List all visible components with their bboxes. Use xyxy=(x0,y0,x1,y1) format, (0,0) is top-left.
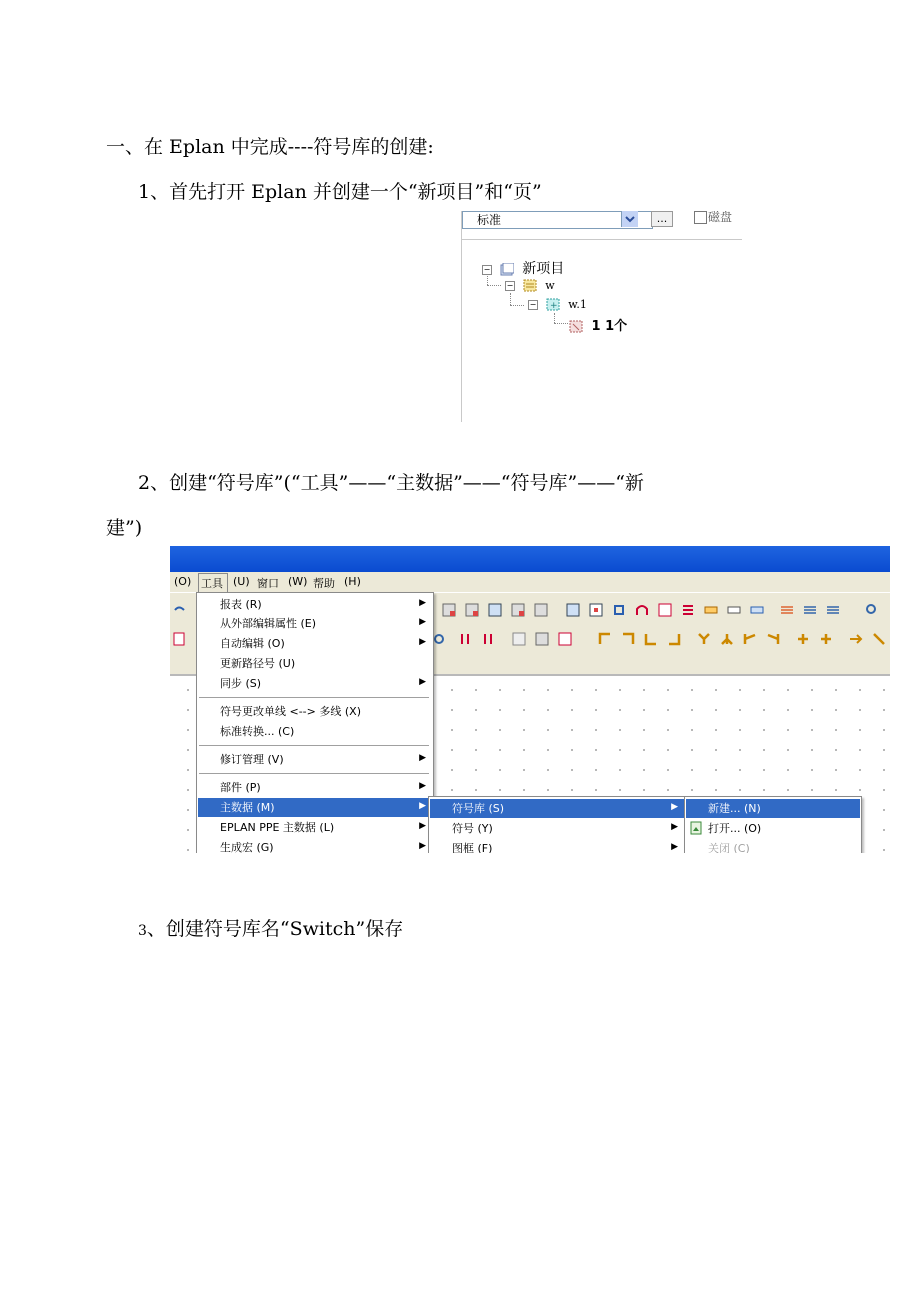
measure-icon[interactable] xyxy=(658,603,672,617)
project-tree-screenshot xyxy=(461,211,742,422)
diagonal-icon[interactable] xyxy=(872,632,886,646)
switch-icon[interactable] xyxy=(432,632,446,646)
filter-combo-value: 标准 xyxy=(477,213,502,227)
page-icon[interactable] xyxy=(172,632,186,646)
undo-icon[interactable] xyxy=(172,603,186,617)
tree-node-w1[interactable] xyxy=(528,297,587,312)
menu-item-update-path[interactable]: 更新路径号 (U) xyxy=(220,657,296,670)
cross-icon[interactable] xyxy=(796,632,810,646)
macro-icon[interactable] xyxy=(535,632,549,646)
angle-icon[interactable] xyxy=(598,632,612,646)
page-number: 1 xyxy=(591,319,601,334)
menu-item-new[interactable]: 新建... (N) xyxy=(686,799,860,818)
zoom-icon[interactable] xyxy=(865,603,879,617)
menu-item-ppe-master-data[interactable]: EPLAN PPE 主数据 (L) ▶ xyxy=(220,821,426,834)
menu-separator xyxy=(199,697,429,698)
angle-icon[interactable] xyxy=(667,632,681,646)
tools-menu xyxy=(196,592,434,853)
switch-icon[interactable] xyxy=(458,632,472,646)
arc-icon[interactable] xyxy=(635,603,649,617)
collapse-icon[interactable]: − xyxy=(506,280,514,290)
svg-text:+: + xyxy=(550,301,558,311)
master-data-submenu xyxy=(428,796,686,853)
menu-item-open[interactable]: 打开... (O) xyxy=(686,819,860,838)
menu-item-auto-edit[interactable]: 自动编辑 (O) ▶ xyxy=(220,637,426,650)
grid-icon[interactable] xyxy=(566,603,580,617)
cross-icon[interactable] xyxy=(819,632,833,646)
menu-screenshot xyxy=(170,546,890,853)
tree-node-label: 新项目 xyxy=(522,261,565,277)
connection-icon[interactable] xyxy=(612,603,626,617)
divider xyxy=(462,239,742,240)
menu-item-master-data[interactable]: 主数据 (M) ▶ xyxy=(198,798,432,817)
menu-help[interactable]: 帮助 xyxy=(313,577,335,590)
tree-node-label: w xyxy=(545,279,555,292)
tee-icon[interactable] xyxy=(766,632,780,646)
tree-line xyxy=(510,305,524,306)
window-titlebar xyxy=(170,546,890,572)
lines-icon[interactable] xyxy=(803,603,817,617)
grid-icon[interactable] xyxy=(465,603,479,617)
collapse-icon[interactable]: − xyxy=(483,264,491,274)
switch-icon[interactable] xyxy=(481,632,495,646)
page-icon xyxy=(569,320,583,333)
grid-icon[interactable] xyxy=(488,603,502,617)
tee-icon[interactable] xyxy=(697,632,711,646)
step-2-text-cont: 建”) xyxy=(106,517,143,539)
menu-window[interactable]: 窗口 xyxy=(257,577,279,590)
menu-item-symbol-change[interactable]: 符号更改单线 <--> 多线 (X) xyxy=(220,705,361,718)
menu-item-sync[interactable]: 同步 (S) ▶ xyxy=(220,677,426,690)
menu-item-generate-macro[interactable]: 生成宏 (G) ▶ xyxy=(220,841,426,853)
symbol-icon[interactable] xyxy=(681,603,695,617)
menu-tools[interactable]: 工具 xyxy=(201,577,223,590)
menu-item-parts[interactable]: 部件 (P) ▶ xyxy=(220,781,426,794)
menu-separator xyxy=(199,773,429,774)
disk-checkbox[interactable] xyxy=(694,211,707,224)
tree-line xyxy=(487,285,501,286)
text-icon[interactable] xyxy=(727,603,741,617)
macro-icon[interactable] xyxy=(558,632,572,646)
menu-item-revision[interactable]: 修订管理 (V) ▶ xyxy=(220,753,426,766)
menu-accel[interactable]: (O) xyxy=(174,575,192,588)
angle-icon[interactable] xyxy=(621,632,635,646)
lines-icon[interactable] xyxy=(780,603,794,617)
lines-icon[interactable] xyxy=(826,603,840,617)
browse-button[interactable]: ... xyxy=(651,211,673,227)
menu-tools-frame xyxy=(198,573,228,593)
menu-item-standard-convert[interactable]: 标准转换... (C) xyxy=(220,725,295,738)
menu-accel: (H) xyxy=(344,575,361,588)
grid-icon[interactable] xyxy=(511,603,525,617)
step-3-text xyxy=(138,914,403,941)
menu-item-symbol[interactable]: 符号 (Y) ▶ xyxy=(452,822,678,835)
menu-accel: (U) xyxy=(233,575,250,588)
step-3-number: 3 xyxy=(138,923,147,939)
tree-node-w[interactable] xyxy=(505,278,555,293)
snap-icon[interactable] xyxy=(589,603,603,617)
collapse-icon[interactable]: − xyxy=(529,299,537,309)
menu-item-close: 关闭 (C) xyxy=(708,842,750,853)
grid-icon[interactable] xyxy=(442,603,456,617)
tree-line xyxy=(554,323,568,324)
step-2-text: 2、创建“符号库”(“工具”——“主数据”——“符号库”——“新 xyxy=(138,472,644,494)
terminal-icon[interactable] xyxy=(704,603,718,617)
text-icon[interactable] xyxy=(750,603,764,617)
menu-item-reports[interactable]: 报表 (R) ▶ xyxy=(220,598,426,611)
menu-separator xyxy=(199,745,429,746)
tree-line xyxy=(510,293,511,305)
menu-item-edit-external[interactable]: 从外部编辑属性 (E) ▶ xyxy=(220,617,426,630)
tee-icon[interactable] xyxy=(743,632,757,646)
section-heading: 一、在 Eplan 中完成----符号库的创建: xyxy=(106,136,434,158)
open-file-icon xyxy=(690,821,703,835)
page-label: 1个 xyxy=(605,319,628,334)
structure-icon xyxy=(523,279,537,292)
tree-line xyxy=(554,313,555,323)
menu-accel: (W) xyxy=(288,575,308,588)
chevron-down-icon[interactable] xyxy=(621,211,638,227)
symbol-library-submenu xyxy=(684,796,862,853)
project-icon xyxy=(500,263,514,276)
tee-icon[interactable] xyxy=(720,632,734,646)
angle-icon[interactable] xyxy=(644,632,658,646)
menu-item-frame[interactable]: 图框 (F) ▶ xyxy=(452,842,678,853)
arrow-icon[interactable] xyxy=(849,632,863,646)
macro-icon[interactable] xyxy=(512,632,526,646)
location-icon xyxy=(546,298,560,311)
disk-checkbox-label: 磁盘 xyxy=(708,211,733,224)
step-3-label: 、创建符号库名“Switch”保存 xyxy=(146,918,404,940)
step-1-text: 1、首先打开 Eplan 并创建一个“新项目”和“页” xyxy=(138,181,542,203)
tree-node-page[interactable] xyxy=(569,315,627,334)
menu-bar xyxy=(170,572,890,593)
grid-icon[interactable] xyxy=(534,603,548,617)
tree-node-project[interactable] xyxy=(482,258,564,278)
menu-item-symbol-library[interactable]: 符号库 (S) ▶ xyxy=(430,799,684,818)
tree-node-label: w.1 xyxy=(568,298,587,311)
